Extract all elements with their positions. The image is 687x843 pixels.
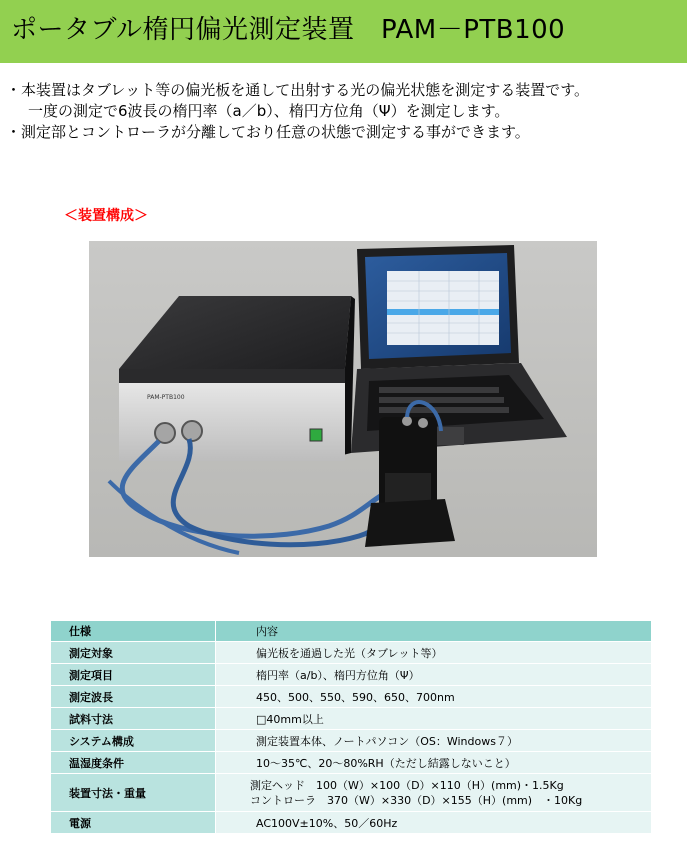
spec-header-key: 仕様: [51, 621, 216, 642]
spec-value-line-2: コントローラ 370（W）×330（D）×155（H）(mm) ・10Kg: [250, 793, 583, 807]
spec-value: [216, 774, 652, 812]
spec-table: [50, 620, 652, 834]
spec-row: [51, 664, 652, 686]
spec-row: [51, 812, 652, 834]
spec-key: 装置寸法・重量: [51, 774, 216, 812]
spec-row: [51, 752, 652, 774]
spec-row: [51, 686, 652, 708]
spec-value: 450、500、550、590、650、700nm: [216, 686, 652, 708]
spec-key: 温湿度条件: [51, 752, 216, 774]
spec-header-value: 内容: [216, 621, 652, 642]
spec-value: □40mm以上: [216, 708, 652, 730]
equipment-photo: [89, 241, 597, 557]
spec-key: 電源: [51, 812, 216, 834]
spec-key: 試料寸法: [51, 708, 216, 730]
spec-value: AC100V±10%、50／60Hz: [216, 812, 652, 834]
description-line-1: ・本装置はタブレット等の偏光板を通して出射する光の偏光状態を測定する装置です。: [6, 81, 590, 99]
spec-row: [51, 708, 652, 730]
spec-value: 測定装置本体、ノートパソコン（OS：Windows７）: [216, 730, 652, 752]
device-label: PAM-PTB100: [147, 394, 185, 401]
spec-table-header: [51, 621, 652, 642]
description-line-2: 一度の測定で6波長の楕円率（a／b）、楕円方位角（Ψ）を測定します。: [28, 102, 510, 120]
spec-key: 測定対象: [51, 642, 216, 664]
spec-key: 測定項目: [51, 664, 216, 686]
spec-value: 10～35℃、20～80%RH（ただし結露しないこと）: [216, 752, 652, 774]
spec-value-line-1: 測定ヘッド 100（W）×100（D）×110（H）(mm)・1.5Kg: [250, 778, 564, 792]
spec-key: システム構成: [51, 730, 216, 752]
spec-row: [51, 642, 652, 664]
spec-value: 偏光板を通過した光（タブレット等）: [216, 642, 652, 664]
description-line-3: ・測定部とコントローラが分離しており任意の状態で測定する事ができます。: [6, 123, 530, 141]
spec-key: 測定波長: [51, 686, 216, 708]
spec-row: [51, 774, 652, 812]
description: [6, 80, 686, 143]
spec-value: 楕円率（a/b）、楕円方位角（Ψ）: [216, 664, 652, 686]
title-bar: [0, 0, 687, 63]
section-heading: ＜装置構成＞: [64, 208, 148, 224]
spec-row: [51, 730, 652, 752]
page-title: ポータブル楕円偏光測定装置 PAM－PTB100: [11, 15, 566, 45]
